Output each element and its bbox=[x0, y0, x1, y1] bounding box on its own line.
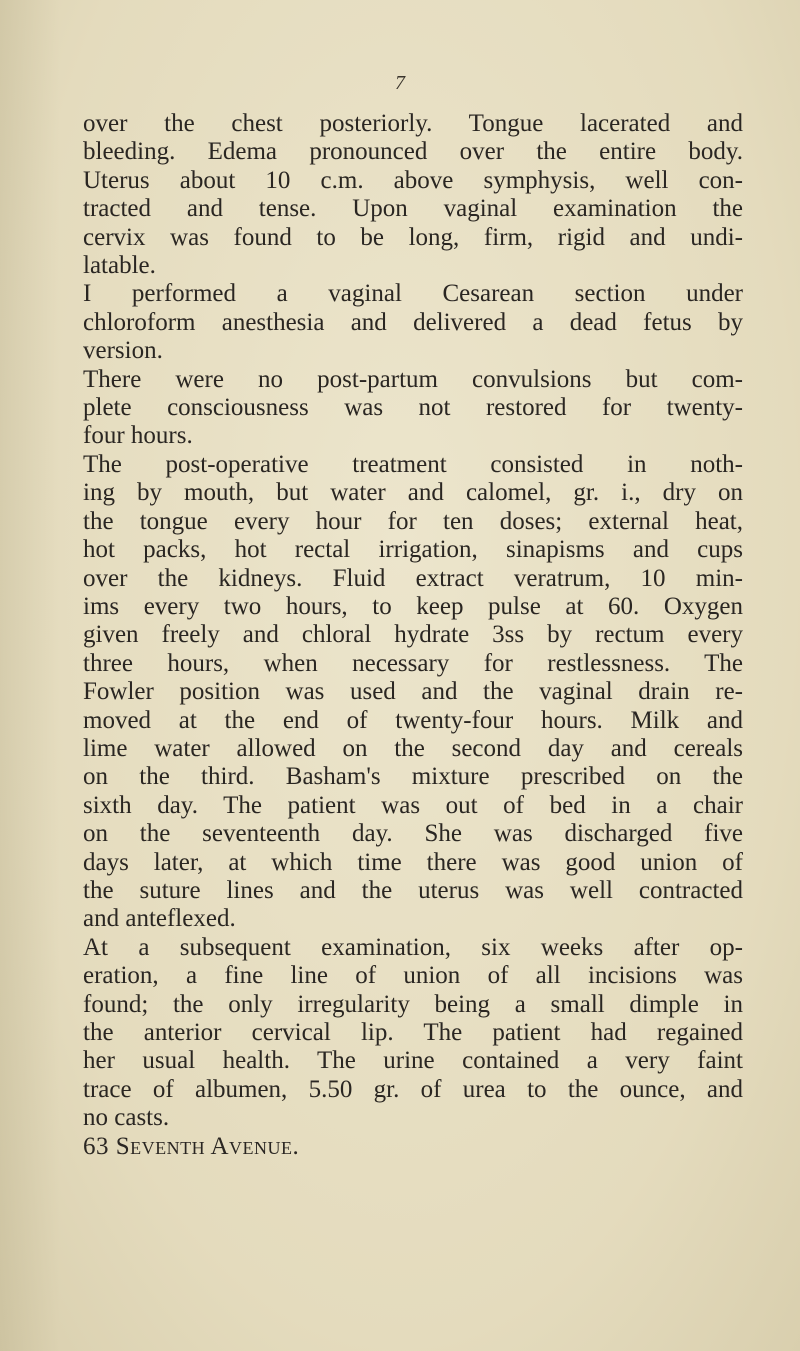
text-line: her usual health. The urine contained a very faint bbox=[83, 1047, 743, 1075]
text-line: trace of albumen, 5.50 gr. of urea to the ounce, and bbox=[83, 1075, 743, 1103]
text-line: moved at the end of twenty-four hours. Milk and bbox=[83, 706, 743, 734]
text-line: sixth day. The patient was out of bed in a chair bbox=[83, 791, 743, 819]
text-line: the anterior cervical lip. The patient had regained bbox=[83, 1019, 743, 1046]
text-line: on the seventeenth day. She was discharged five bbox=[83, 820, 743, 848]
text-line: bleeding. Edema pronounced over the entire body. bbox=[83, 138, 743, 166]
text-line: chloroform anesthesia and delivered a dead fetus by bbox=[83, 308, 743, 336]
text-line: Fowler position was used and the vaginal drain re- bbox=[83, 678, 743, 706]
text-line: eration, a fine line of union of all incisions was bbox=[83, 962, 743, 990]
text-line: over the kidneys. Fluid extract veratrum, 10 min- bbox=[83, 564, 743, 592]
text-line: At a subsequent examination, six weeks after op- bbox=[83, 933, 743, 961]
text-line: cervix was found to be long, firm, rigid and undi- bbox=[83, 223, 743, 251]
text-line: given freely and chloral hydrate 3ss by rectum every bbox=[83, 621, 743, 649]
text-line: and anteflexed. bbox=[83, 905, 236, 933]
text-line: tracted and tense. Upon vaginal examination the bbox=[83, 195, 743, 223]
text-line: four hours. bbox=[83, 422, 193, 450]
text-line: The post-operative treatment consisted in noth- bbox=[83, 450, 743, 478]
text-line: no casts. bbox=[83, 1104, 170, 1132]
text-line: plete consciousness was not restored for twenty- bbox=[83, 394, 743, 422]
text-line: ing by mouth, but water and calomel, gr. i., dry on bbox=[83, 479, 743, 507]
text-line: hot packs, hot rectal irrigation, sinapisms and cups bbox=[83, 536, 743, 564]
text-line: on the third. Basham's mixture prescribed on the bbox=[83, 763, 743, 791]
body-text bbox=[83, 110, 743, 1161]
text-line: the tongue every hour for ten doses; external heat, bbox=[83, 507, 743, 535]
text-line: the suture lines and the uterus was well contracted bbox=[83, 876, 743, 904]
text-line: lime water allowed on the second day and cereals bbox=[83, 734, 743, 762]
text-line: over the chest posteriorly. Tongue lacerated and bbox=[83, 110, 743, 137]
text-line: I performed a vaginal Cesarean section under bbox=[83, 280, 743, 308]
text-line: found; the only irregularity being a small dimple in bbox=[83, 990, 743, 1018]
text-line: ims every two hours, to keep pulse at 60. Oxygen bbox=[83, 592, 743, 620]
text-line: latable. bbox=[83, 252, 156, 280]
text-line: Uterus about 10 c.m. above symphysis, well con- bbox=[83, 166, 743, 194]
text-line: three hours, when necessary for restlessness. The bbox=[83, 649, 743, 677]
address-line: 63 Seventh Avenue. bbox=[83, 1132, 300, 1160]
text-line: version. bbox=[83, 337, 163, 365]
text-line: There were no post-partum convulsions but com- bbox=[83, 365, 743, 393]
text-lines bbox=[83, 110, 743, 1133]
page-number: 7 bbox=[395, 72, 405, 94]
text-line: days later, at which time there was good union of bbox=[83, 848, 743, 876]
